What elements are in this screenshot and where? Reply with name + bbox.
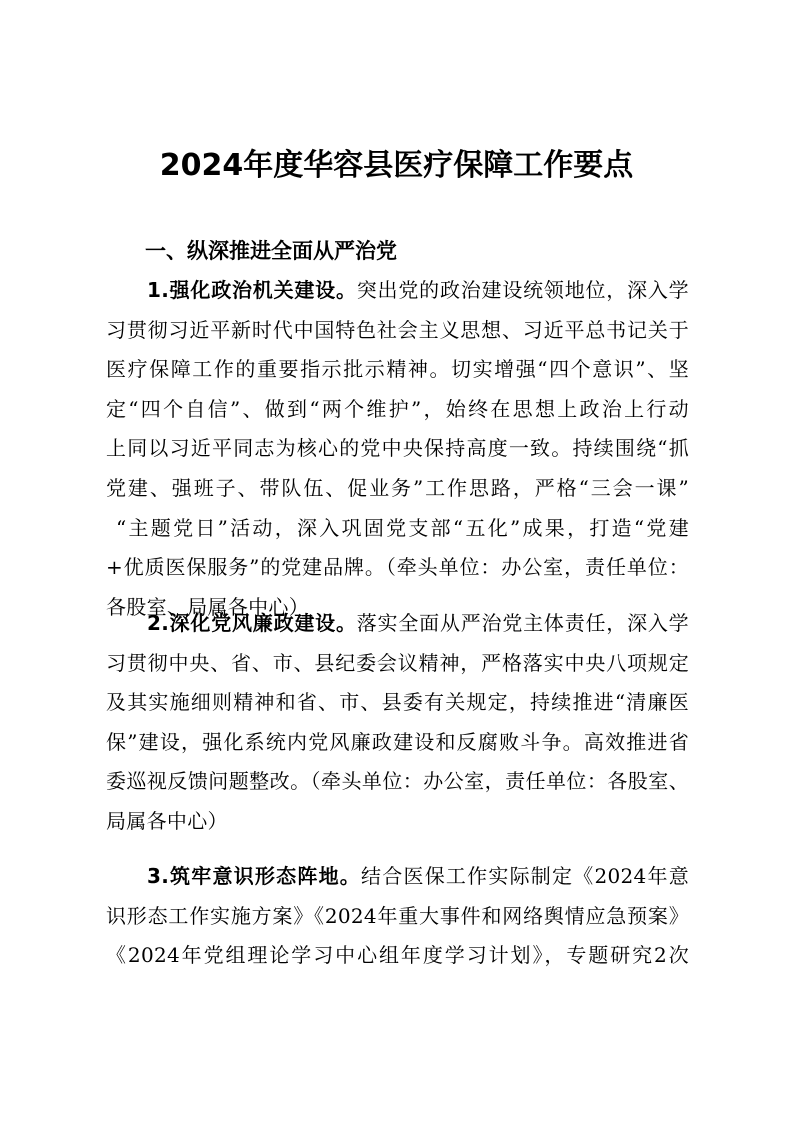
paragraph-line: 《2024年党组理论学习中心组年度学习计划》，专题研究2次 — [106, 943, 689, 968]
paragraph-text: 结合医保工作实际制定《2024年意 — [361, 864, 689, 888]
paragraph-line: 识形态工作实施方案》《2024年重大事件和网络舆情应急预案》 — [106, 903, 689, 928]
paragraph-text: 落实全面从严治党主体责任，深入学 — [356, 611, 689, 635]
paragraph-political-organ-building — [106, 271, 689, 627]
paragraph-line: 党建、强班子、带队伍、促业务”工作思路，严格“三会一课” — [106, 475, 689, 500]
paragraph-line: 委巡视反馈问题整改。（牵头单位：办公室，责任单位：各股室、 — [106, 769, 689, 794]
paragraph-line: +优质医保服务”的党建品牌。（牵头单位：办公室，责任单位： — [106, 555, 689, 580]
paragraph-line: 定“四个自信”、做到“两个维护”，始终在思想上政治上行动 — [106, 396, 689, 421]
paragraph-line — [106, 271, 689, 311]
paragraph-line: 各股室、局属各中心） — [106, 594, 309, 619]
paragraph-lead: 1.强化政治机关建设。 — [147, 278, 357, 302]
paragraph-line — [106, 857, 689, 897]
paragraph-line — [106, 604, 689, 644]
paragraph-line: 及其实施细则精神和省、市、县委有关规定，持续推进“清廉医 — [106, 690, 689, 715]
section-heading: 一、纵深推进全面从严治党 — [145, 239, 397, 263]
paragraph-lead: 3.筑牢意识形态阵地。 — [147, 864, 362, 888]
paragraph-lead: 2.深化党风廉政建设。 — [147, 611, 357, 635]
paragraph-line: 医疗保障工作的重要指示批示精神。切实增强“四个意识”、坚 — [106, 357, 689, 382]
paragraph-party-conduct — [106, 604, 689, 842]
paragraph-ideology — [106, 857, 689, 976]
paragraph-line: 习贯彻习近平新时代中国特色社会主义思想、习近平总书记关于 — [106, 317, 689, 342]
paragraph-line: 上同以习近平同志为核心的党中央保持高度一致。持续围绕“抓 — [106, 436, 689, 461]
paragraph-line: 保”建设，强化系统内党风廉政建设和反腐败斗争。高效推进省 — [106, 729, 689, 754]
paragraph-line: 局属各中心） — [106, 808, 228, 833]
paragraph-line: 习贯彻中央、省、市、县纪委会议精神，严格落实中央八项规定 — [106, 650, 689, 675]
paragraph-line: “主题党日”活动，深入巩固党支部“五化”成果，打造“党建 — [116, 515, 689, 540]
document-title: 2024年度华容县医疗保障工作要点 — [159, 148, 634, 183]
paragraph-text: 突出党的政治建设统领地位，深入学 — [356, 278, 689, 302]
